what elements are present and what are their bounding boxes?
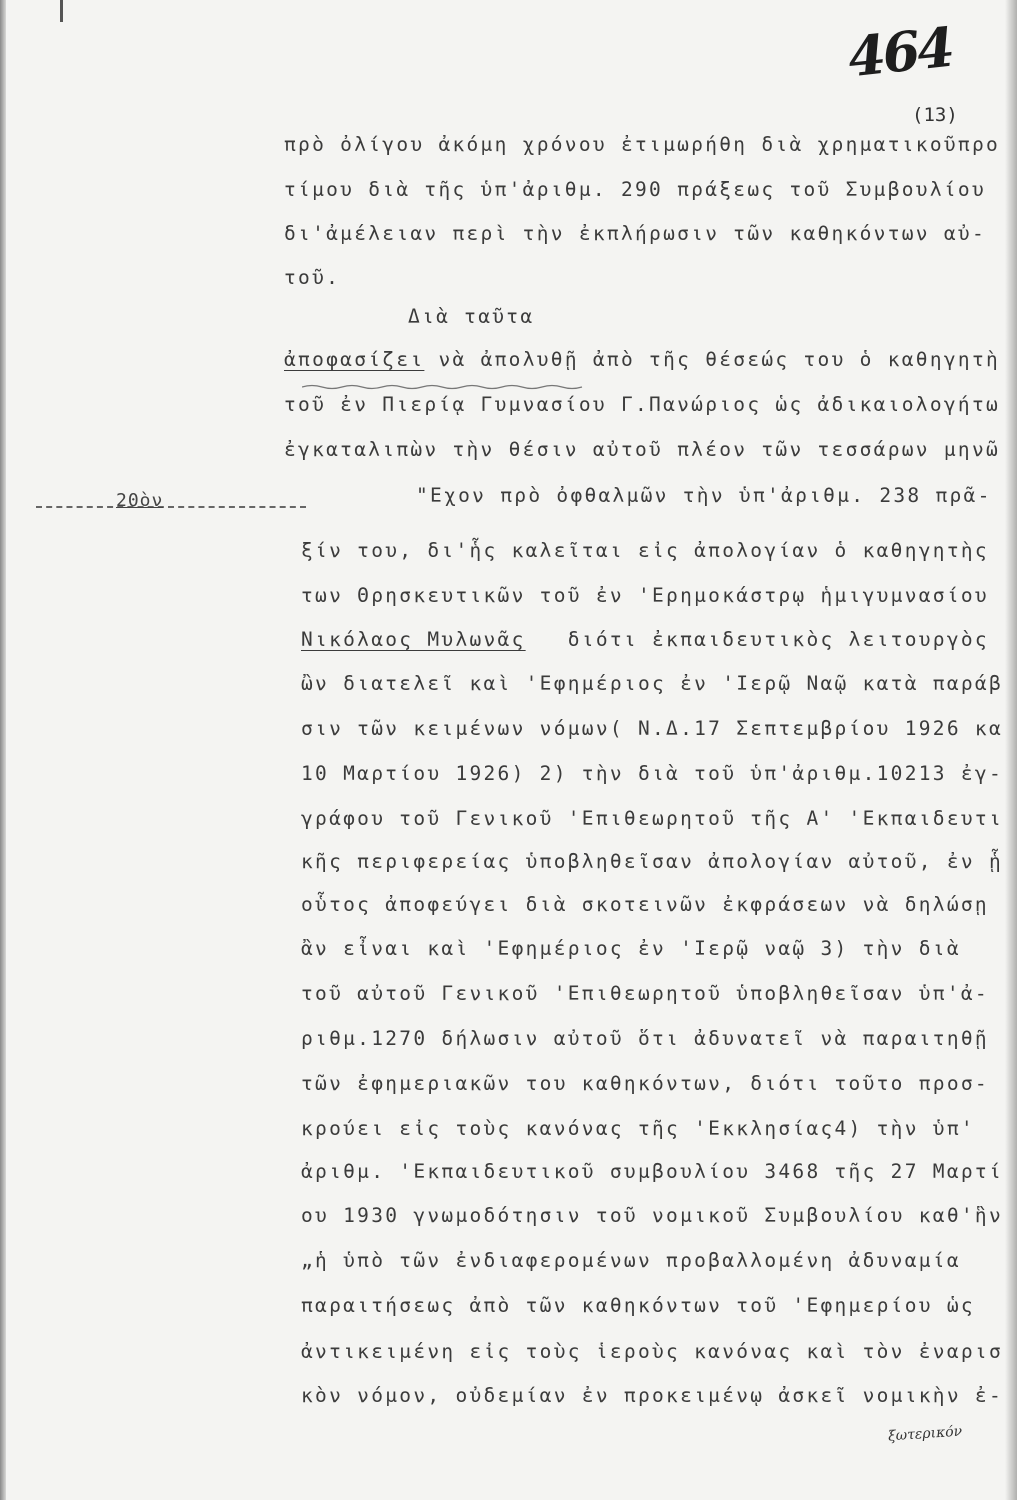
body-line-13: ὢν διατελεῖ καὶ 'Εφημέριος ἐν 'Ιερῷ Ναῷ κατὰ παράβ [301,672,1003,695]
body-line-17: κῆς περιφερείας ὑποβληθεῖσαν ἀπολογίαν αὐτοῦ, ἐν ᾗ [301,850,1003,873]
body-line-20: τοῦ αὐτοῦ Γενικοῦ 'Επιθεωρητοῦ ὑποβληθεῖσαν ὑπ'ἀ- [301,982,989,1005]
body-line-24: ἀριθμ. 'Εκπαιδευτικοῦ συμβουλίου 3468 τῆς 27 Μαρτί [301,1160,1003,1183]
margin-dash-rule [36,506,306,508]
body-line-8: ἐγκαταλιπὼν τὴν θέσιν αὐτοῦ πλέον τῶν τεσσάρων μηνῶ [284,438,1001,461]
body-line-22: τῶν ἐφημεριακῶν του καθηκόντων, διότι τοῦτο προσ- [301,1072,989,1095]
body-line-16: γράφου τοῦ Γενικοῦ 'Επιθεωρητοῦ τῆς Α' 'Εκπαιδευτι [301,807,1003,830]
body-line-11: των Θρησκευτικῶν τοῦ ἐν 'Ερημοκάστρῳ ἡμιγυμνασίου [301,584,989,607]
body-line-23: κρούει εἰς τοὺς κανόνας τῆς 'Εκκλησίας4) τὴν ὑπ' [301,1117,975,1140]
teacher-name: Νικόλαος Μυλωνᾶς [301,628,526,651]
body-line-21: ριθμ.1270 δήλωσιν αὐτοῦ ὅτι ἀδυνατεῖ νὰ παραιτηθῇ [301,1027,989,1050]
body-line-26: „ἡ ὑπὸ τῶν ἐνδιαφερομένων προβαλλομένη ἀδυναμία [301,1249,961,1272]
body-line-27: παραιτήσεως ἀπὸ τῶν καθηκόντων τοῦ 'Εφημερίου ὡς [301,1294,975,1317]
page-right-edge [1005,0,1017,1500]
decision-verb: ἀποφασίζει [284,348,425,371]
body-line-5: Διὰ ταῦτα [408,305,535,328]
body-line-19: ἂν εἶναι καὶ 'Εφημέριος ἐν 'Ιερῷ ναῷ 3) τὴν διὰ [301,937,961,960]
body-line-4: τοῦ. [284,266,341,289]
margin-note: 20ὸν [116,490,164,511]
body-line-15: 10 Μαρτίου 1926) 2) τὴν διὰ τοῦ ὑπ'ἀριθμ.10213 ἐγ- [301,762,1003,785]
body-line-10: ξίν του, δι'ἧς καλεῖται εἰς ἀπολογίαν ὁ καθηγητὴς [301,539,989,562]
body-line-12 [301,628,989,651]
body-line-2: τίμου διὰ τῆς ὑπ'ἀριθμ. 290 πράξεως τοῦ Συμβουλίου [284,178,986,201]
binding-mark [60,0,63,22]
body-line-18: οὗτος ἀποφεύγει διὰ σκοτεινῶν ἐκφράσεων νὰ δηλώσῃ [301,893,989,916]
body-line-29: κὸν νόμον, οὐδεμίαν ἐν προκειμένῳ ἀσκεῖ νομικὴν ἐ- [301,1384,1003,1407]
wavy-underline-mark [302,384,592,390]
body-line-3: δι'ἀμέλειαν περὶ τὴν ἐκπλήρωσιν τῶν καθηκόντων αὐ- [284,222,986,245]
body-line-14: σιν τῶν κειμένων νόμων( Ν.Δ.17 Σεπτεμβρίου 1926 κα [301,717,1003,740]
sheet-number: (13) [912,104,958,126]
handwritten-page-number: 464 [844,14,955,90]
page-left-edge [0,0,6,1500]
body-line-1: πρὸ ὀλίγου ἀκόμη χρόνου ἐτιμωρήθη διὰ χρηματικοῦπρο [284,133,1001,156]
handwritten-correction: ξωτερικόν [887,1423,963,1445]
body-line-9: "Εχον πρὸ ὀφθαλμῶν τὴν ὑπ'ἀριθμ. 238 πρᾶ- [416,484,992,507]
body-line-7: τοῦ ἐν Πιερίᾳ Γυμνασίου Γ.Πανώριος ὡς ἀδικαιολογήτω [284,393,1001,416]
decision-rest: νὰ ἀπολυθῇ ἀπὸ τῆς θέσεώς του ὁ καθηγητὴ [438,348,1001,371]
body-line-12-rest: διότι ἐκπαιδευτικὸς λειτουργὸς [567,628,989,651]
body-line-25: ου 1930 γνωμοδότησιν τοῦ νομικοῦ Συμβουλίου καθ'ἣν [301,1204,1003,1227]
body-line-28: ἀντικειμένη εἰς τοὺς ἱεροὺς κανόνας καὶ τὸν ἐναρισ [301,1340,1003,1363]
body-line-6 [284,348,1000,371]
